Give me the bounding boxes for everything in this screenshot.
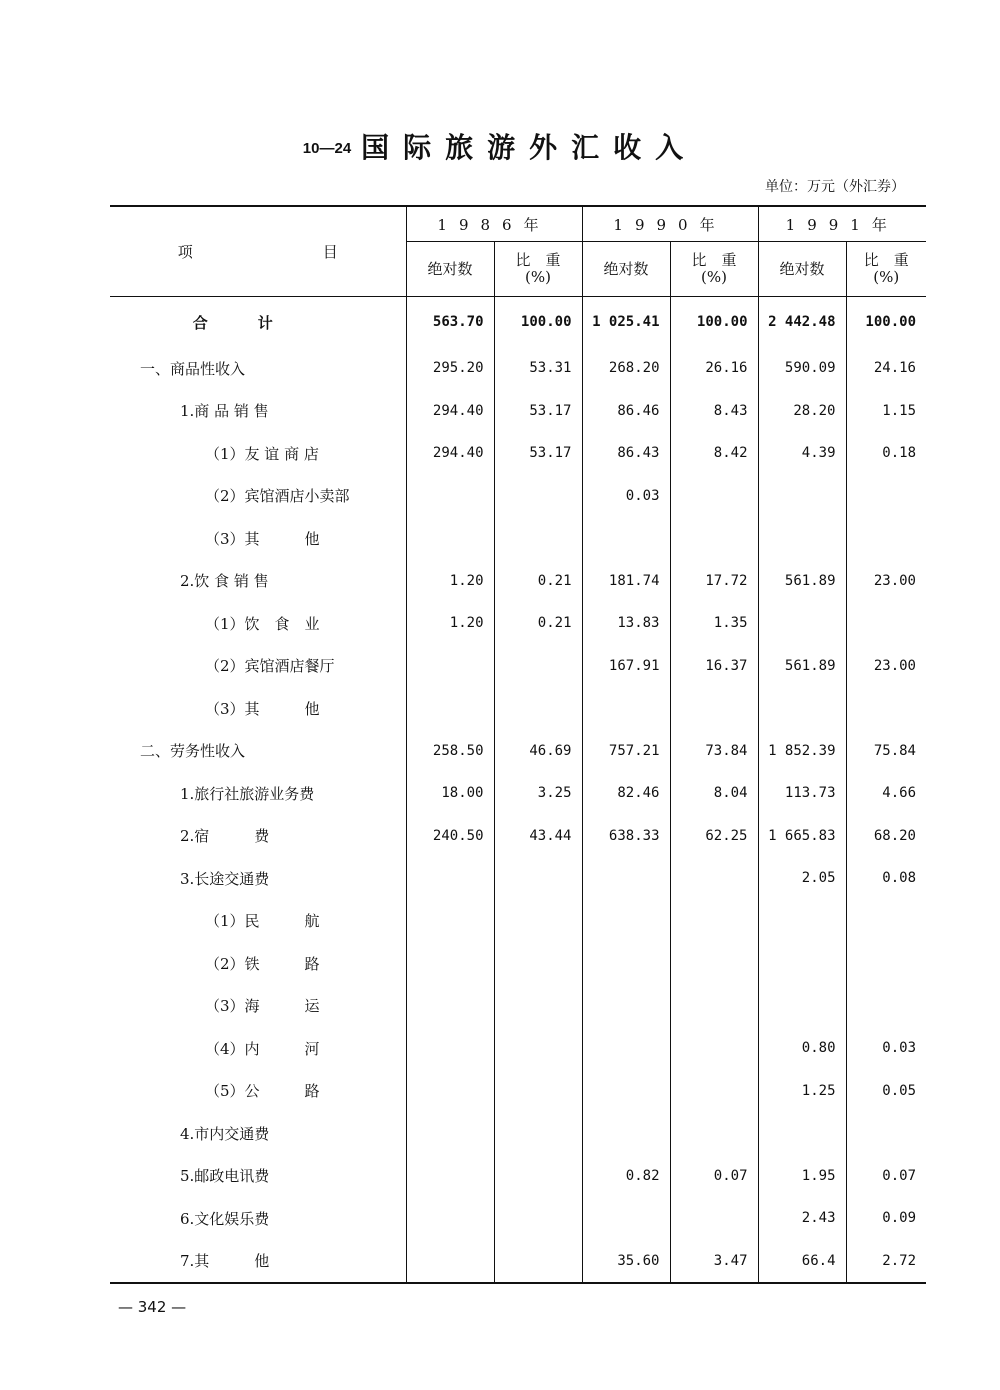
cell-value bbox=[406, 1027, 494, 1070]
cell-value bbox=[582, 857, 670, 900]
cell-value: 167.91 bbox=[582, 645, 670, 688]
cell-value bbox=[494, 645, 582, 688]
cell-value: 86.46 bbox=[582, 390, 670, 433]
cell-value bbox=[758, 1112, 846, 1155]
cell-value bbox=[494, 942, 582, 985]
ratio-header bbox=[494, 242, 582, 297]
row-label: （2）宾馆酒店小卖部 bbox=[205, 487, 350, 506]
cell-value: 268.20 bbox=[582, 347, 670, 390]
abs-header: 绝对数 bbox=[406, 242, 494, 297]
cell-value bbox=[406, 900, 494, 943]
cell-value bbox=[670, 985, 758, 1028]
cell-value: 26.16 bbox=[670, 347, 758, 390]
cell-value bbox=[582, 900, 670, 943]
year-header-1990: 1990年 bbox=[582, 206, 758, 242]
cell-value bbox=[406, 1240, 494, 1284]
table-row bbox=[110, 1197, 926, 1240]
cell-value: 561.89 bbox=[758, 645, 846, 688]
table-title: 国际旅游外汇收入 bbox=[361, 131, 698, 164]
cell-value: 68.20 bbox=[846, 815, 926, 858]
cell-value: 100.00 bbox=[494, 297, 582, 348]
cell-value bbox=[494, 1070, 582, 1113]
cell-value: 1 852.39 bbox=[758, 730, 846, 773]
cell-value: 35.60 bbox=[582, 1240, 670, 1284]
cell-value: 0.05 bbox=[846, 1070, 926, 1113]
cell-value: 1.20 bbox=[406, 560, 494, 603]
cell-value bbox=[758, 517, 846, 560]
cell-value: 2.43 bbox=[758, 1197, 846, 1240]
row-label: （1）友 谊 商 店 bbox=[205, 444, 319, 463]
table-row bbox=[110, 347, 926, 390]
cell-value: 23.00 bbox=[846, 645, 926, 688]
cell-value bbox=[670, 517, 758, 560]
ratio-header bbox=[670, 242, 758, 297]
cell-value: 0.07 bbox=[846, 1155, 926, 1198]
item-header-right: 目 bbox=[322, 243, 338, 261]
cell-value: 4.66 bbox=[846, 772, 926, 815]
cell-value bbox=[846, 985, 926, 1028]
cell-value: 4.39 bbox=[758, 432, 846, 475]
data-table bbox=[110, 205, 926, 1284]
table-row bbox=[110, 517, 926, 560]
cell-value: 294.40 bbox=[406, 390, 494, 433]
cell-value bbox=[670, 1070, 758, 1113]
cell-value: 1.95 bbox=[758, 1155, 846, 1198]
cell-value bbox=[670, 900, 758, 943]
cell-value: 66.4 bbox=[758, 1240, 846, 1284]
table-code: 10—24 bbox=[302, 140, 352, 157]
cell-value: 3.25 bbox=[494, 772, 582, 815]
cell-value: 53.17 bbox=[494, 432, 582, 475]
cell-value bbox=[406, 645, 494, 688]
table-row bbox=[110, 602, 926, 645]
cell-value: 100.00 bbox=[670, 297, 758, 348]
cell-value bbox=[670, 942, 758, 985]
row-label: （3）海 运 bbox=[205, 997, 320, 1016]
row-label: 6.文化娱乐费 bbox=[180, 1209, 270, 1228]
cell-value: 0.82 bbox=[582, 1155, 670, 1198]
row-label: 1.商 品 销 售 bbox=[180, 402, 269, 421]
cell-value: 0.03 bbox=[582, 475, 670, 518]
table-row bbox=[110, 390, 926, 433]
cell-value: 113.73 bbox=[758, 772, 846, 815]
row-label: （3）其 他 bbox=[205, 529, 320, 548]
table-row bbox=[110, 1027, 926, 1070]
table-row bbox=[110, 857, 926, 900]
table-row bbox=[110, 432, 926, 475]
cell-value bbox=[846, 1112, 926, 1155]
page-title bbox=[0, 126, 1000, 166]
cell-value: 0.03 bbox=[846, 1027, 926, 1070]
cell-value bbox=[494, 985, 582, 1028]
cell-value bbox=[406, 475, 494, 518]
page-number: — 342 — bbox=[118, 1298, 187, 1316]
cell-value bbox=[494, 475, 582, 518]
cell-value bbox=[582, 942, 670, 985]
cell-value: 240.50 bbox=[406, 815, 494, 858]
cell-value bbox=[758, 942, 846, 985]
cell-value: 295.20 bbox=[406, 347, 494, 390]
cell-value bbox=[494, 900, 582, 943]
cell-value: 757.21 bbox=[582, 730, 670, 773]
cell-value: 62.25 bbox=[670, 815, 758, 858]
cell-value: 590.09 bbox=[758, 347, 846, 390]
cell-value bbox=[494, 1240, 582, 1284]
cell-value bbox=[406, 1155, 494, 1198]
row-label: 4.市内交通费 bbox=[180, 1124, 270, 1143]
table-row bbox=[110, 815, 926, 858]
row-label: 1.旅行社旅游业务费 bbox=[180, 784, 315, 803]
cell-value bbox=[582, 1070, 670, 1113]
row-label: （1）饮 食 业 bbox=[205, 614, 320, 633]
cell-value: 1.25 bbox=[758, 1070, 846, 1113]
cell-value: 75.84 bbox=[846, 730, 926, 773]
cell-value: 43.44 bbox=[494, 815, 582, 858]
cell-value: 638.33 bbox=[582, 815, 670, 858]
cell-value: 82.46 bbox=[582, 772, 670, 815]
cell-value bbox=[846, 517, 926, 560]
row-label: （3）其 他 bbox=[205, 699, 320, 718]
table-row bbox=[110, 1112, 926, 1155]
row-label: 3.长途交通费 bbox=[180, 869, 270, 888]
cell-value: 1.20 bbox=[406, 602, 494, 645]
cell-value: 8.42 bbox=[670, 432, 758, 475]
row-label: （2）铁 路 bbox=[205, 954, 320, 973]
cell-value: 53.31 bbox=[494, 347, 582, 390]
cell-value bbox=[582, 687, 670, 730]
cell-value: 2.05 bbox=[758, 857, 846, 900]
cell-value: 53.17 bbox=[494, 390, 582, 433]
row-label: 一、商品性收入 bbox=[140, 359, 246, 378]
cell-value: 258.50 bbox=[406, 730, 494, 773]
cell-value bbox=[494, 1027, 582, 1070]
ratio-label: 比 重 bbox=[863, 251, 909, 269]
cell-value bbox=[406, 1197, 494, 1240]
table-row bbox=[110, 297, 926, 348]
row-label: 2.饮 食 销 售 bbox=[180, 572, 269, 591]
item-header-left: 项 bbox=[177, 243, 193, 261]
cell-value bbox=[670, 1197, 758, 1240]
cell-value: 181.74 bbox=[582, 560, 670, 603]
cell-value bbox=[406, 1112, 494, 1155]
cell-value: 1.35 bbox=[670, 602, 758, 645]
cell-value: 0.09 bbox=[846, 1197, 926, 1240]
cell-value bbox=[582, 517, 670, 560]
cell-value bbox=[670, 1027, 758, 1070]
ratio-unit: (%) bbox=[701, 268, 727, 286]
cell-value bbox=[670, 857, 758, 900]
cell-value: 1.15 bbox=[846, 390, 926, 433]
cell-value: 8.43 bbox=[670, 390, 758, 433]
cell-value bbox=[406, 1070, 494, 1113]
cell-value bbox=[494, 1197, 582, 1240]
abs-header: 绝对数 bbox=[582, 242, 670, 297]
table-row bbox=[110, 730, 926, 773]
table-row bbox=[110, 475, 926, 518]
cell-value: 563.70 bbox=[406, 297, 494, 348]
cell-value bbox=[846, 475, 926, 518]
cell-value bbox=[846, 900, 926, 943]
table-row bbox=[110, 1155, 926, 1198]
table-row bbox=[110, 560, 926, 603]
unit-note: 单位：万元（外汇券） bbox=[765, 179, 905, 195]
row-label: 7.其 他 bbox=[180, 1252, 270, 1271]
ratio-unit: (%) bbox=[873, 268, 900, 286]
cell-value bbox=[494, 1155, 582, 1198]
cell-value: 0.07 bbox=[670, 1155, 758, 1198]
cell-value bbox=[846, 687, 926, 730]
cell-value: 100.00 bbox=[846, 297, 926, 348]
year-header-1986: 1986年 bbox=[406, 206, 582, 242]
cell-value bbox=[494, 517, 582, 560]
ratio-label: 比 重 bbox=[691, 251, 737, 269]
cell-value: 16.37 bbox=[670, 645, 758, 688]
year-header-1991: 1991年 bbox=[758, 206, 926, 242]
table-row bbox=[110, 772, 926, 815]
cell-value bbox=[846, 942, 926, 985]
table-row bbox=[110, 942, 926, 985]
cell-value bbox=[582, 1027, 670, 1070]
cell-value: 73.84 bbox=[670, 730, 758, 773]
cell-value: 0.80 bbox=[758, 1027, 846, 1070]
cell-value: 2.72 bbox=[846, 1240, 926, 1284]
cell-value: 13.83 bbox=[582, 602, 670, 645]
cell-value bbox=[406, 942, 494, 985]
cell-value bbox=[406, 687, 494, 730]
row-label: 2.宿 费 bbox=[180, 827, 270, 846]
cell-value: 0.21 bbox=[494, 602, 582, 645]
cell-value bbox=[582, 1197, 670, 1240]
row-label: 合计 bbox=[192, 313, 323, 332]
cell-value: 18.00 bbox=[406, 772, 494, 815]
cell-value bbox=[758, 602, 846, 645]
cell-value: 1 025.41 bbox=[582, 297, 670, 348]
cell-value: 8.04 bbox=[670, 772, 758, 815]
cell-value bbox=[582, 985, 670, 1028]
table-row bbox=[110, 1240, 926, 1284]
cell-value: 23.00 bbox=[846, 560, 926, 603]
row-label: （1）民 航 bbox=[205, 912, 320, 931]
cell-value bbox=[406, 985, 494, 1028]
cell-value bbox=[494, 687, 582, 730]
row-label: 5.邮政电讯费 bbox=[180, 1167, 270, 1186]
cell-value bbox=[670, 475, 758, 518]
table-row bbox=[110, 1070, 926, 1113]
cell-value bbox=[758, 687, 846, 730]
table-row bbox=[110, 900, 926, 943]
cell-value: 294.40 bbox=[406, 432, 494, 475]
cell-value: 1 665.83 bbox=[758, 815, 846, 858]
ratio-unit: (%) bbox=[525, 268, 551, 286]
cell-value: 2 442.48 bbox=[758, 297, 846, 348]
row-label: （5）公 路 bbox=[205, 1082, 320, 1101]
cell-value bbox=[406, 517, 494, 560]
abs-header: 绝对数 bbox=[758, 242, 846, 297]
row-label: （4）内 河 bbox=[205, 1039, 320, 1058]
cell-value: 28.20 bbox=[758, 390, 846, 433]
cell-value bbox=[582, 1112, 670, 1155]
ratio-label: 比 重 bbox=[515, 251, 561, 269]
row-label: （2）宾馆酒店餐厅 bbox=[205, 657, 335, 676]
item-header bbox=[110, 206, 406, 297]
row-label: 二、劳务性收入 bbox=[140, 742, 246, 761]
cell-value bbox=[670, 1112, 758, 1155]
cell-value: 46.69 bbox=[494, 730, 582, 773]
cell-value bbox=[494, 1112, 582, 1155]
cell-value: 0.18 bbox=[846, 432, 926, 475]
table-row bbox=[110, 645, 926, 688]
cell-value bbox=[494, 857, 582, 900]
ratio-header bbox=[846, 242, 926, 297]
table-row bbox=[110, 985, 926, 1028]
cell-value bbox=[670, 687, 758, 730]
cell-value: 0.08 bbox=[846, 857, 926, 900]
cell-value: 86.43 bbox=[582, 432, 670, 475]
cell-value: 17.72 bbox=[670, 560, 758, 603]
cell-value: 24.16 bbox=[846, 347, 926, 390]
cell-value: 0.21 bbox=[494, 560, 582, 603]
cell-value: 3.47 bbox=[670, 1240, 758, 1284]
cell-value: 561.89 bbox=[758, 560, 846, 603]
table-row bbox=[110, 687, 926, 730]
cell-value bbox=[846, 602, 926, 645]
cell-value bbox=[758, 475, 846, 518]
cell-value bbox=[758, 985, 846, 1028]
cell-value bbox=[758, 900, 846, 943]
table-body bbox=[110, 297, 926, 1284]
cell-value bbox=[406, 857, 494, 900]
